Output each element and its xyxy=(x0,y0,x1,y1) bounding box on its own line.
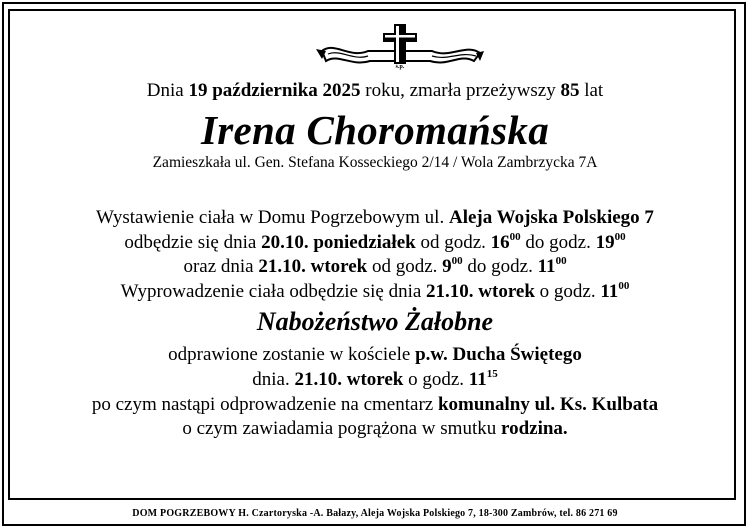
mass-heading: Nabożeństwo Żałobne xyxy=(256,307,494,336)
mass-time: $11^{15}$ xyxy=(468,368,498,390)
age: 85 xyxy=(560,80,580,101)
viewing-day1-date: 20.10. poniedziałek xyxy=(261,232,416,253)
viewing-day1-to-prefix: do godz. xyxy=(525,232,591,253)
exposition-place: Aleja Wojska Polskiego 7 xyxy=(448,207,654,228)
exposition-prefix: Wystawienie ciała w Domu Pogrzebowym ul. xyxy=(96,207,445,228)
viewing-day1-line xyxy=(0,232,750,254)
mass-date-prefix: dnia. xyxy=(252,369,290,390)
church-prefix: odprawione zostanie w kościele xyxy=(168,344,411,365)
closing-prefix: o czym zawiadamia pogrążona w smutku xyxy=(182,418,497,439)
exposition-line xyxy=(0,207,750,229)
viewing-day1-from-prefix: od godz. xyxy=(420,232,486,253)
departure-time-prefix: o godz. xyxy=(539,281,596,302)
emblem-ribbon-text: ś.p. xyxy=(395,64,405,70)
death-date: 19 października 2025 xyxy=(188,80,361,101)
departure-time: $11^{00}$ xyxy=(600,280,630,302)
funeral-home-footer: DOM POGRZEBOWY H. Czartoryska -A. Bałazy, Aleja Wojska Polskiego 7, 18-300 Zambrów, tel. 86 271 69 xyxy=(132,508,618,519)
viewing-day1-to-time: $19^{00}$ xyxy=(595,231,626,253)
cross-with-ribbon-icon xyxy=(310,21,490,73)
viewing-day2-from-time: $9^{00}$ xyxy=(442,255,463,277)
mass-date: 21.10. wtorek xyxy=(294,369,404,390)
viewing-day2-date: 21.10. wtorek xyxy=(258,256,368,277)
departure-date: 21.10. wtorek xyxy=(426,281,535,302)
deceased-address: Zamieszkała ul. Gen. Stefana Kosseckiego 2/14 / Wola Zambrzycka 7A xyxy=(152,154,598,171)
viewing-day1-prefix: odbędzie się dnia xyxy=(124,232,257,253)
mass-date-line xyxy=(0,369,750,391)
death-date-line xyxy=(0,80,750,102)
church-line xyxy=(0,344,750,366)
departure-line xyxy=(0,281,750,303)
viewing-day2-line xyxy=(0,256,750,278)
mass-time-prefix: o godz. xyxy=(408,369,465,390)
departure-prefix: Wyprowadzenie ciała odbędzie się dnia xyxy=(120,281,422,302)
age-suffix: lat xyxy=(584,80,604,101)
viewing-day2-prefix: oraz dnia xyxy=(183,256,254,277)
date-prefix: Dnia xyxy=(146,80,184,101)
viewing-day2-to-time: $11^{00}$ xyxy=(537,255,567,277)
viewing-day2-from-prefix: od godz. xyxy=(371,256,438,277)
church-name: p.w. Ducha Świętego xyxy=(415,344,582,365)
closing-family: rodzina. xyxy=(500,418,568,439)
date-mid: roku, zmarła przeżywszy xyxy=(365,80,556,101)
burial-prefix: po czym nastąpi odprowadzenie na cmentarz xyxy=(91,394,434,415)
deceased-name: Irena Choromańska xyxy=(200,107,549,153)
burial-line xyxy=(0,394,750,416)
cemetery-name: komunalny ul. Ks. Kulbata xyxy=(437,394,659,415)
viewing-day2-to-prefix: do godz. xyxy=(467,256,533,277)
closing-line xyxy=(0,418,750,440)
viewing-day1-from-time: $16^{00}$ xyxy=(490,231,521,253)
